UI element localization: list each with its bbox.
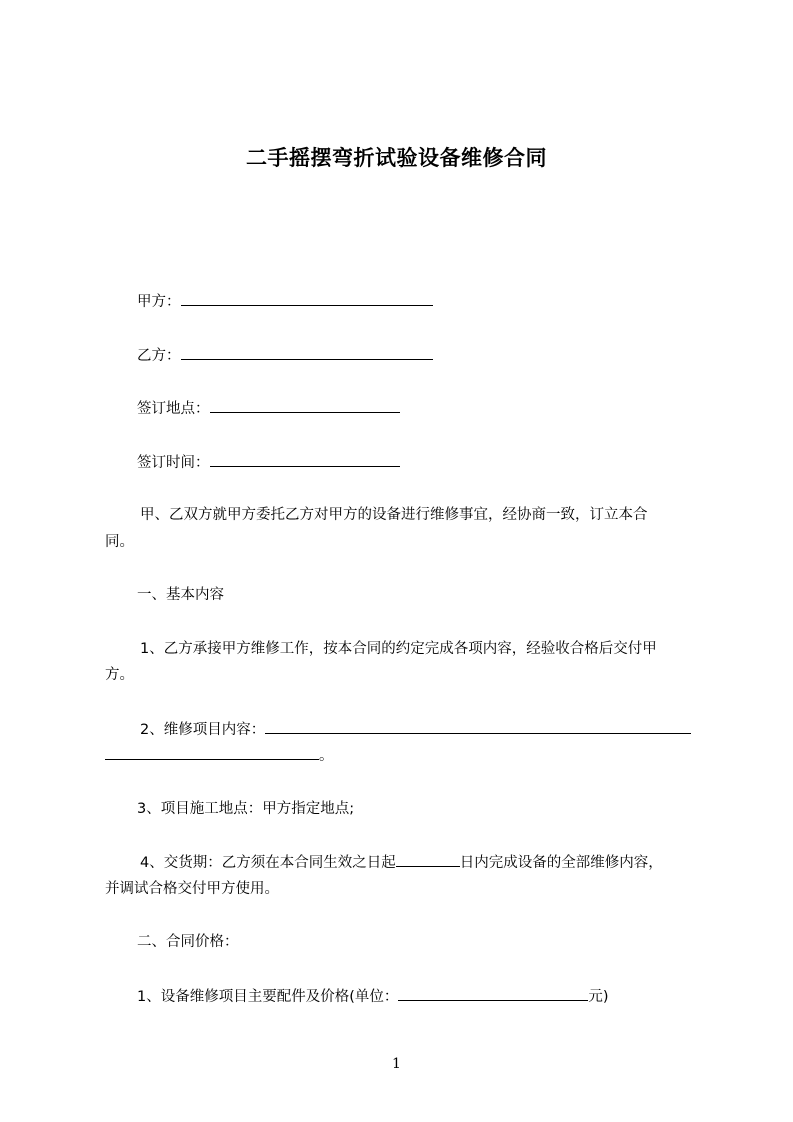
item4-part1: 4、交货期：乙方须在本合同生效之日起 [140,855,396,871]
item2-end: 。 [319,748,334,764]
item1-line2: 方。 [105,667,134,683]
price-unit-blank[interactable] [398,986,588,1001]
item4-line2: 并调试合格交付甲方使用。 [105,881,279,897]
price-item-label: 1、设备维修项目主要配件及价格(单位： [137,989,399,1005]
intro-paragraph-line1: 甲、乙双方就甲方委托乙方对甲方的设备进行维修事宜，经协商一致，订立本合 [140,507,648,523]
item2-line1 [140,719,691,740]
party-a-label: 甲方： [137,294,181,310]
item3-line: 3、项目施工地点：甲方指定地点; [137,801,355,817]
sign-place-blank[interactable] [210,398,400,413]
section2-heading: 二、合同价格： [137,934,239,950]
item4-days-blank[interactable] [396,852,460,867]
item4-line1 [140,852,663,873]
item2-blank-2[interactable] [105,745,319,760]
party-b-blank[interactable] [181,345,433,360]
sign-place-line [137,398,400,419]
intro-paragraph-line2: 同。 [105,534,134,550]
page-number: 1 [392,1056,401,1072]
sign-time-label: 签订时间： [137,455,210,471]
item2-line2 [105,745,334,766]
sign-time-line [137,452,400,473]
party-b-line [137,345,433,366]
section1-heading: 一、基本内容 [137,587,224,603]
item2-blank-1[interactable] [265,719,691,734]
item4-part2: 日内完成设备的全部维修内容， [459,855,663,871]
price-item-end: 元) [588,989,609,1005]
party-a-blank[interactable] [181,291,433,306]
sign-place-label: 签订地点： [137,401,210,417]
party-b-label: 乙方： [137,348,181,364]
item2-label: 2、维修项目内容： [140,722,266,738]
page-title: 二手摇摆弯折试验设备维修合同 [246,146,547,170]
item1-line1: 1、乙方承接甲方维修工作，按本合同的约定完成各项内容，经验收合格后交付甲 [140,641,657,657]
party-a-line [137,291,433,312]
sign-time-blank[interactable] [210,452,400,467]
price-item-line [137,986,609,1007]
